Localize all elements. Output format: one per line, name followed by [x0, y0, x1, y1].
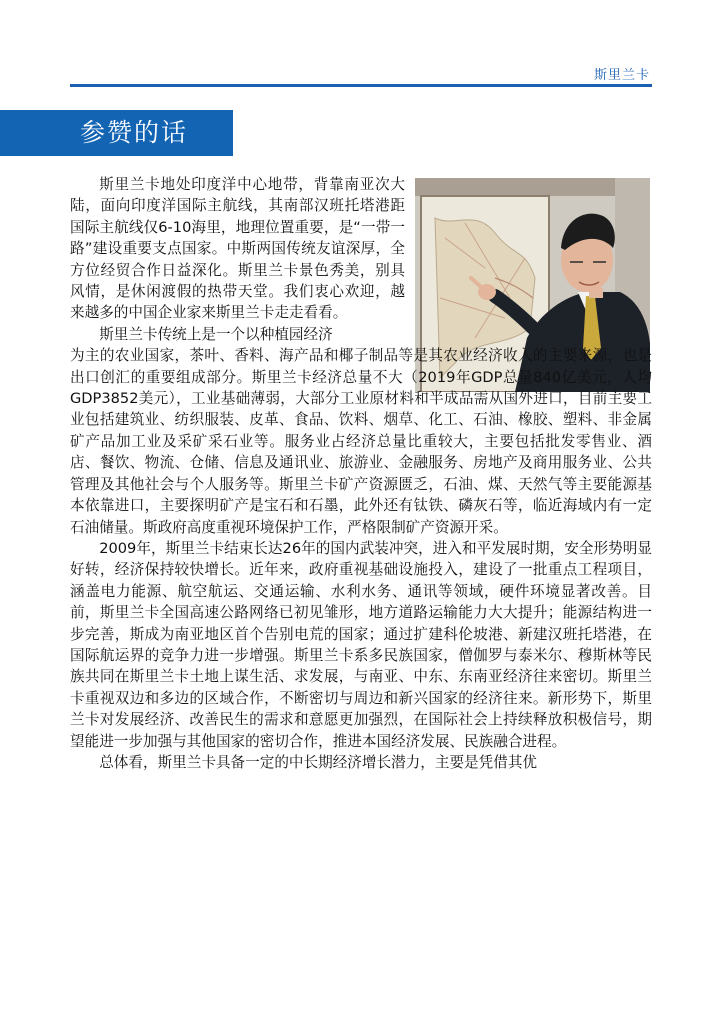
paragraph: 为主的农业国家，茶叶、香料、海产品和椰子制品等是其农业经济收入的主要来源，也是出口创汇的重要组成部分。斯里兰卡经济总量不大（2019年GDP总量840亿美元，人均GDP3852美元），工业基础薄弱，大部分工业原材料和半成品需从国外进口，目前主要工业包括建筑业、纺织服装、皮革、食品、饮料、烟草、化工、石油、橡胶、塑料、非金属矿产品加工业及采矿采石业等。服务业占经济总量比重较大，主要包括批发零售业、酒店、餐饮、物流、仓储、信息及通讯业、旅游业、金融服务、房地产及商用服务业、公共管理及其他社会与个人服务等。斯里兰卡矿产资源匮乏，石油、煤、天然气等主要能源基本依靠进口，主要探明矿产是宝石和石墨，此外还有钛铁、磷灰石等，临近海域内有一定石油储量。斯政府高度重视环境保护工作，严格限制矿产资源开采。	[70, 347, 652, 536]
paragraph: 总体看，斯里兰卡具备一定的中长期经济增长潜力，主要是凭借其优	[99, 753, 538, 771]
paragraph: 2009年，斯里兰卡结束长达26年的国内武装冲突，进入和平发展时期，安全形势明显好转，经济保持较快增长。近年来，政府重视基础设施投入，建设了一批重点工程项目，涵盖电力能源、航空航运、交通运输、水利水务、通讯等领域，硬件环境显著改善。目前，斯里兰卡全国高速公路网络已初见雏形，地方道路运输能力大大提升；能源结构进一步完善，斯成为南亚地区首个告别电荒的国家；通过扩建科伦坡港、新建汉班托塔港，在国际航运界的竞争力进一步增强。斯里兰卡系多民族国家，僧伽罗与泰米尔、穆斯林等民族共同在斯里兰卡土地上谋生活、求发展，与南亚、中东、东南亚经济往来密切。斯里兰卡重视双边和多边的区域合作，不断密切与周边和新兴国家的经济往来。新形势下，斯里兰卡对发展经济、改善民生的需求和意愿更加强烈，在国际社会上持续释放积极信号，期望能进一步加强与其他国家的密切合作，推进本国经济发展、民族融合进程。	[70, 539, 652, 750]
section-title: 参赞的话	[80, 118, 189, 147]
paragraph: 斯里兰卡传统上是一个以种植园经济	[99, 325, 333, 343]
paragraph: 斯里兰卡地处印度洋中心地带，背靠南亚次大陆，面向印度洋国际主航线，其南部汉班托塔港距国际主航线仅6-10海里，地理位置重要，是“一带一路”建设重要支点国家。中斯两国传统友谊深厚，全方位经贸合作日益深化。斯里兰卡景色秀美，别具风情，是休闲渡假的热带天堂。我们衷心欢迎，越来越多的中国企业家来斯里兰卡走走看看。	[70, 176, 405, 322]
article-body	[70, 174, 652, 773]
running-header-title: 斯里兰卡	[593, 68, 650, 83]
header-rule	[70, 84, 652, 87]
